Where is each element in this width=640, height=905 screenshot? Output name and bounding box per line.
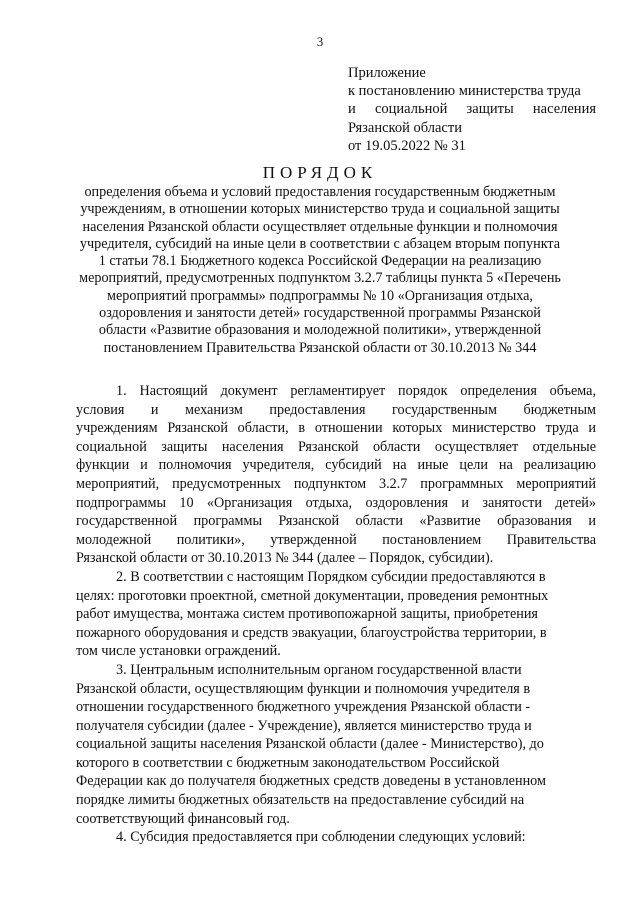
line-text: работ имущества, монтажа систем противопожарной защиты, приобретения bbox=[76, 606, 538, 623]
paragraph-line bbox=[76, 754, 596, 773]
subtitle-line: 1 статьи 78.1 Бюджетного кодекса Российской Федерации на реализацию bbox=[98, 253, 542, 270]
line-text: государственной программы Рязанской области «Развитие образования и bbox=[76, 513, 596, 530]
paragraph-line bbox=[76, 791, 596, 810]
paragraph-line bbox=[76, 494, 596, 513]
line-text: 3. Центральным исполнительным органом государственной власти bbox=[116, 661, 522, 678]
paragraph-line bbox=[76, 624, 596, 643]
paragraph-line bbox=[76, 531, 596, 550]
paragraph-line bbox=[76, 419, 596, 438]
paragraph-line bbox=[76, 605, 596, 624]
line-text: целях: проготовки проектной, сметной документации, проведения ремонтных bbox=[76, 587, 549, 604]
paragraph-1 bbox=[76, 382, 596, 568]
paragraph-line bbox=[76, 382, 596, 401]
line-text: подпрограммы 10 «Организация отдыха, оздоровления и занятости детей» bbox=[76, 494, 596, 511]
paragraph-line bbox=[76, 772, 596, 791]
appendix-line-3 bbox=[348, 100, 596, 118]
subtitle-line: области «Развитие образования и молодежной политики», утвержденной bbox=[98, 322, 542, 339]
paragraph-line bbox=[76, 401, 596, 420]
appendix-line-2: к постановлению министерства труда bbox=[348, 83, 581, 100]
line-text: Федерации как до получателя бюджетных средств доведены в установленном bbox=[76, 773, 546, 790]
line-text: получателя субсидии (далее - Учреждение), является министерство труда и bbox=[76, 717, 532, 734]
paragraph-line bbox=[76, 642, 596, 661]
paragraph-line bbox=[76, 661, 596, 680]
appendix-word: защиты bbox=[466, 101, 514, 118]
paragraph-line bbox=[76, 717, 596, 736]
paragraph-line bbox=[76, 549, 596, 568]
paragraph-2 bbox=[76, 568, 596, 661]
line-text: соответствующий финансовый год. bbox=[76, 810, 290, 827]
line-text: функции и полномочия учредителя, субсидий на иные цели на реализацию bbox=[76, 457, 596, 474]
paragraph-line bbox=[76, 680, 596, 699]
appendix-line-4: Рязанской области bbox=[348, 119, 462, 136]
line-text: Рязанской области, осуществляющим функции и полномочия учредителя в bbox=[76, 680, 531, 697]
subtitle-line: учредителя, субсидий на иные цели в соответствии с абзацем вторым попункта bbox=[79, 235, 561, 252]
appendix-word: населения bbox=[532, 101, 596, 118]
subtitle-line: мероприятий, предусмотренных подпунктом 3.2.7 таблицы пункта 5 «Перечень bbox=[79, 270, 561, 287]
document-title: ПОРЯДОК bbox=[262, 163, 378, 182]
appendix-line-5: от 19.05.2022 № 31 bbox=[348, 137, 466, 154]
line-text: учреждениям Рязанской области, в отношении которых министерство труда и bbox=[76, 420, 596, 437]
paragraph-line bbox=[76, 456, 596, 475]
subtitle-line: мероприятий программы» подпрограммы № 10 «Организация отдыха, bbox=[107, 287, 533, 304]
line-text: социальной защиты населения Рязанской области (далее - Министерство), до bbox=[76, 736, 544, 753]
line-text: отношении государственного бюджетного учреждения Рязанской области - bbox=[76, 699, 531, 716]
line-text: 4. Субсидия предоставляется при соблюдении следующих условий: bbox=[116, 829, 526, 846]
appendix-header bbox=[348, 64, 596, 155]
line-text: Рязанской области от 30.10.2013 № 344 (далее – Порядок, субсидии). bbox=[76, 550, 494, 567]
paragraph-line bbox=[76, 698, 596, 717]
paragraph-line bbox=[76, 828, 596, 847]
document-body bbox=[76, 382, 596, 847]
line-text: условия и механизм предоставления государственным бюджетным bbox=[76, 401, 596, 418]
line-text: пожарного оборудования и средств эвакуации, благоустройства территории, в bbox=[76, 624, 547, 641]
paragraph-4 bbox=[76, 828, 596, 847]
line-text: молодежной политики», утвержденной постановлением Правительства bbox=[76, 531, 596, 548]
paragraph-line bbox=[76, 810, 596, 829]
appendix-line-1: Приложение bbox=[348, 65, 426, 81]
line-text: 1. Настоящий документ регламентирует порядок определения объема, bbox=[116, 383, 596, 399]
subtitle-line: постановлением Правительства Рязанской области от 30.10.2013 № 344 bbox=[103, 339, 537, 356]
line-text: которого в соответствии с бюджетным законодательством Российской bbox=[76, 754, 500, 771]
subtitle-line: оздоровления и занятости детей» государственной программы Рязанской bbox=[99, 305, 541, 322]
subtitle-line: определения объема и условий предоставления государственным бюджетным bbox=[84, 184, 556, 200]
line-text: социальной защиты населения Рязанской области осуществляет отдельные bbox=[76, 438, 596, 455]
paragraph-line bbox=[76, 512, 596, 531]
subtitle-line: населения Рязанской области осуществляет отдельные функции и полномочия bbox=[82, 218, 558, 235]
line-text: мероприятий, предусмотренных подпунктом 3.2.7 программных мероприятий bbox=[76, 475, 596, 492]
appendix-word: социальной bbox=[374, 101, 448, 118]
line-text: порядке лимиты бюджетных обязательств на предоставление субсидий на bbox=[76, 792, 525, 809]
paragraph-line bbox=[76, 735, 596, 754]
paragraph-line bbox=[76, 475, 596, 494]
paragraph-3 bbox=[76, 661, 596, 828]
appendix-word: и bbox=[348, 101, 356, 118]
document-subtitle bbox=[72, 184, 568, 357]
line-text: том числе установки ограждений. bbox=[76, 643, 281, 660]
line-text: 2. В соответствии с настоящим Порядком субсидии предоставляются в bbox=[116, 568, 546, 585]
paragraph-line bbox=[76, 438, 596, 457]
page-number: 3 bbox=[316, 34, 324, 49]
subtitle-line: учреждениям, в отношении которых министерство труда и социальной защиты bbox=[80, 201, 560, 218]
paragraph-line bbox=[76, 568, 596, 587]
paragraph-line bbox=[76, 587, 596, 606]
